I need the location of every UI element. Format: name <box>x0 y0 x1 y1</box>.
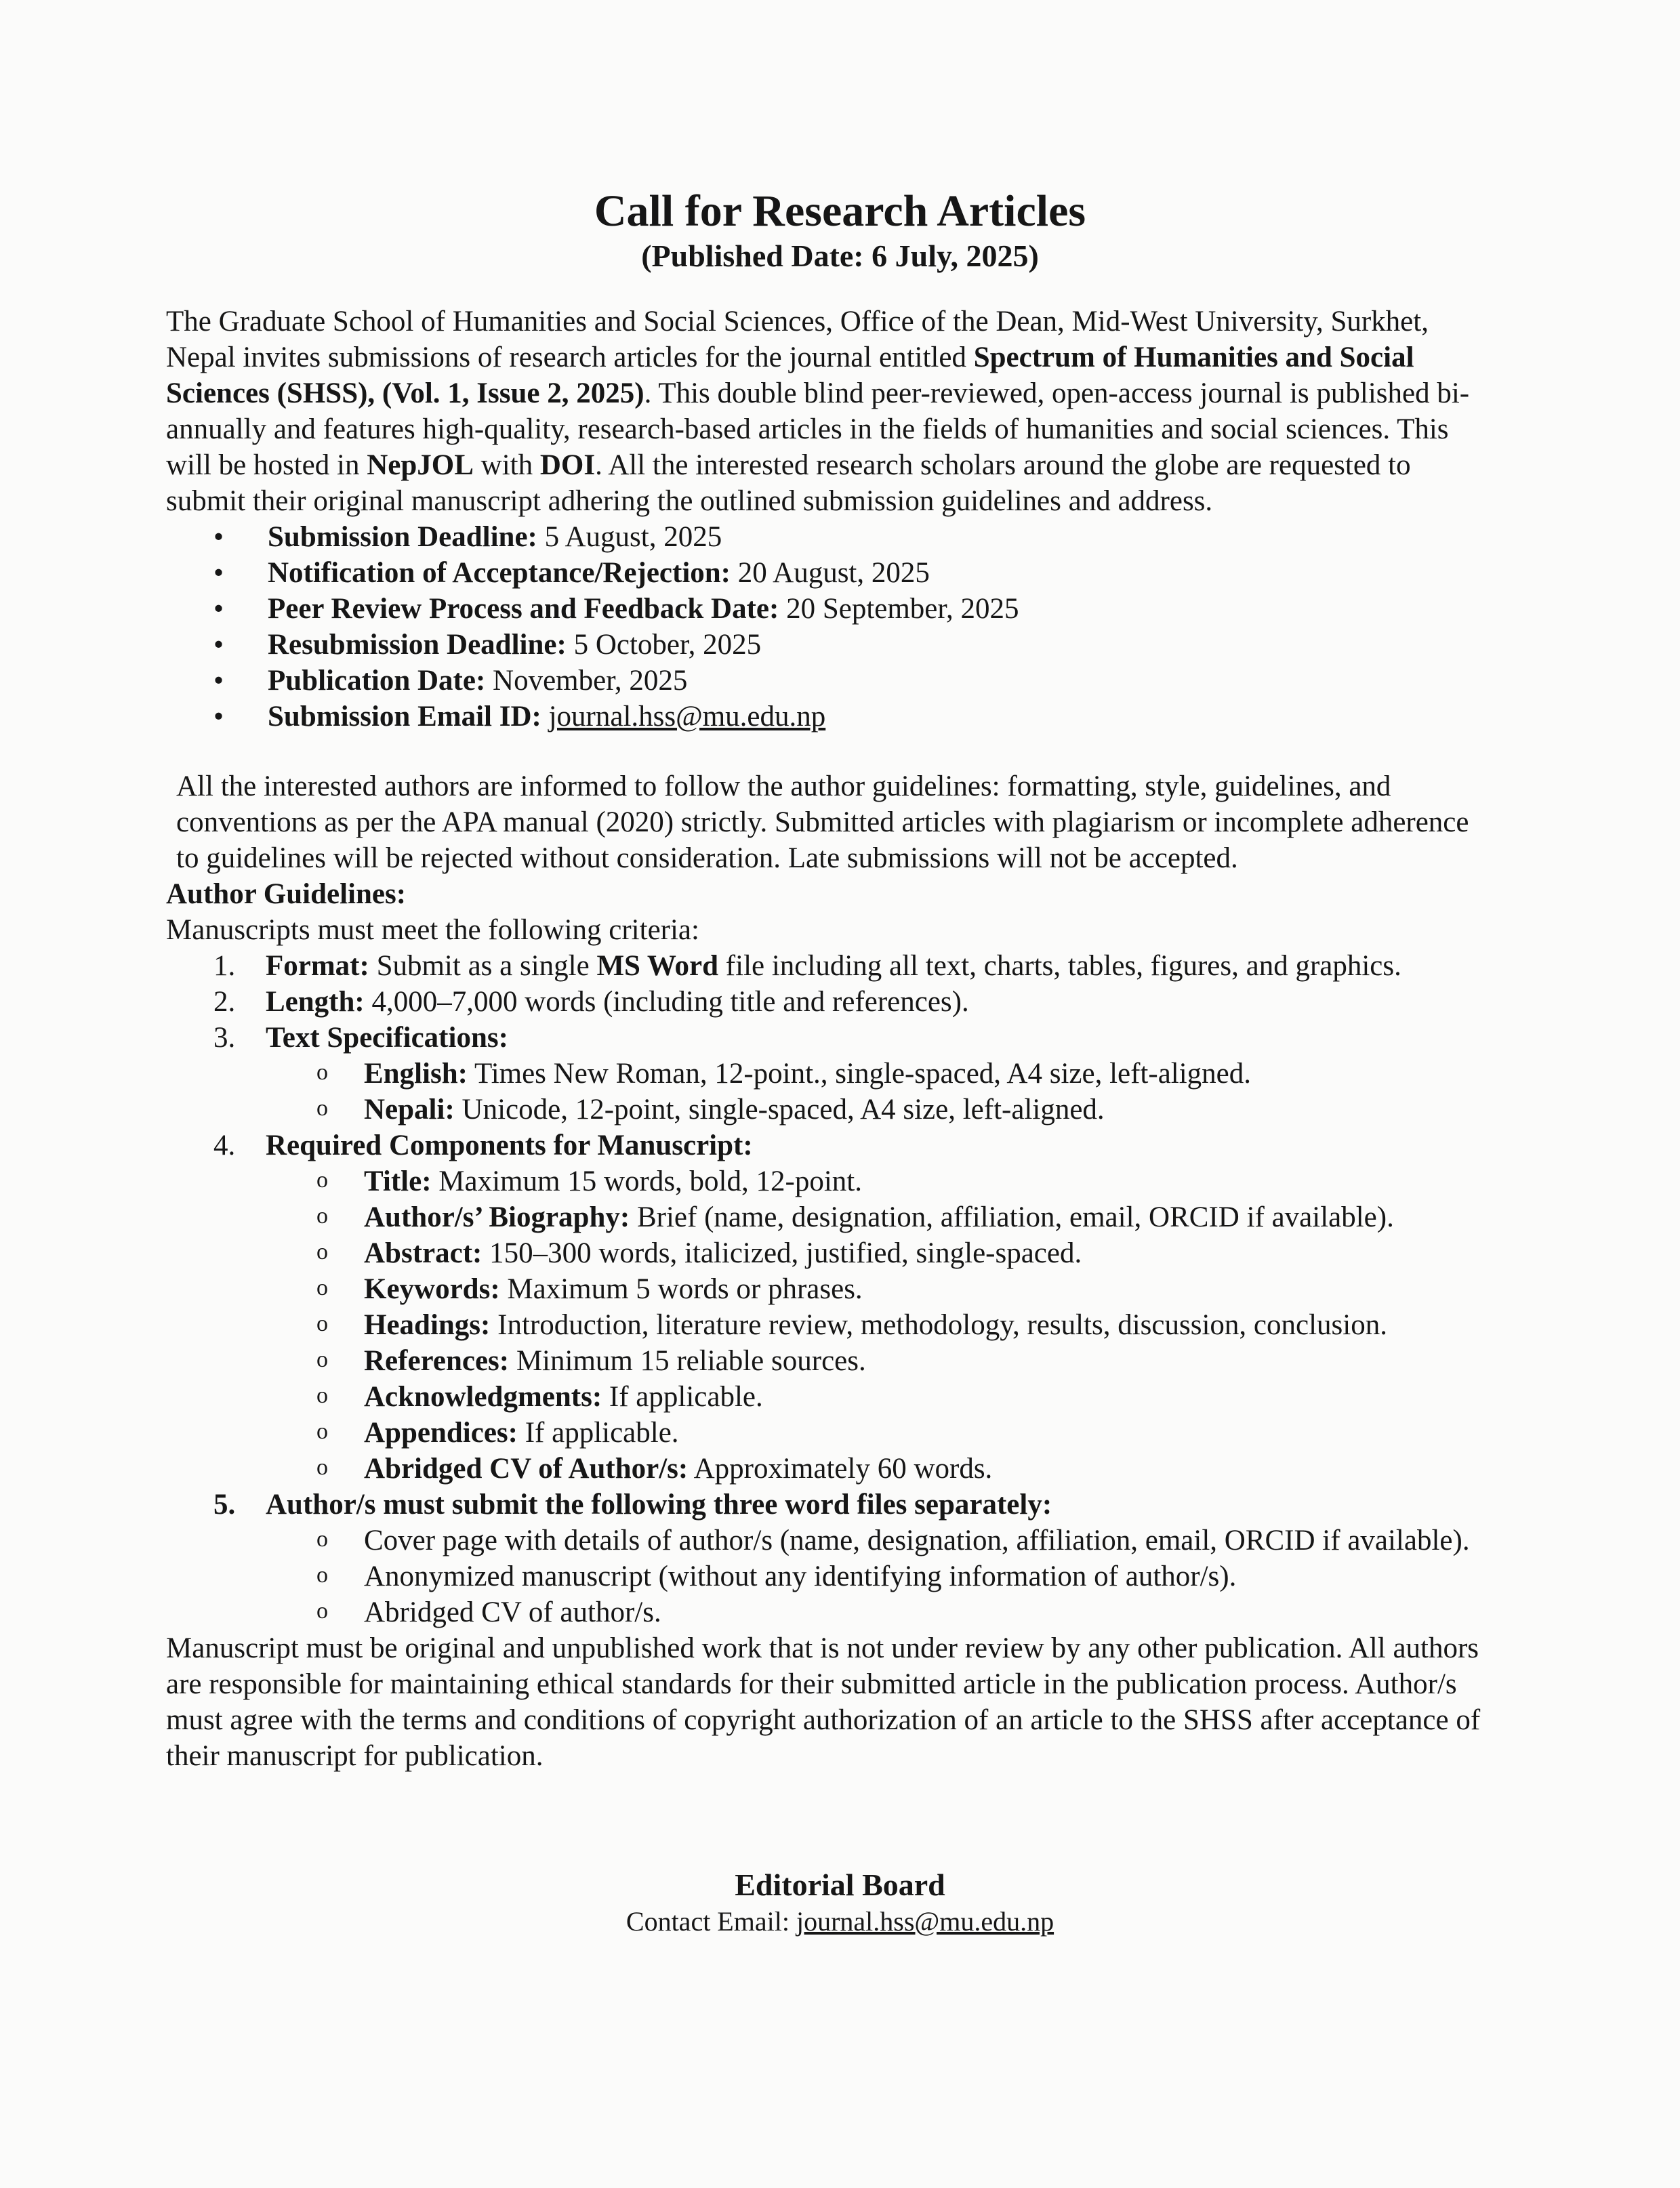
item-label: Required Components for Manuscript: <box>266 1130 753 1161</box>
list-item <box>166 1271 1494 1307</box>
list-item <box>166 1559 1494 1594</box>
sub-text: Introduction, literature review, methodology, results, discussion, conclusion. <box>490 1309 1387 1341</box>
list-item <box>166 1020 1494 1128</box>
sub-text: o Cover page with details of author/s (name, designation, affiliation, email, ORCID if available). <box>364 1525 1470 1556</box>
guidelines-lead: Manuscripts must meet the following criteria: <box>166 914 699 946</box>
published-date: (Published Date: 6 July, 2025) <box>641 239 1039 273</box>
closing-paragraph: Manuscript must be original and unpublished work that is not under review by any other publication. All authors are responsible for maintaining ethical standards for their submitted article in the publication process. Author/s must agree with the terms and conditions of copyright authorization of an article to the SHSS after acceptance of their manuscript for publication. <box>166 1632 1481 1772</box>
list-item <box>166 1199 1494 1235</box>
date-label: Publication Date: <box>268 665 486 697</box>
sub-text: Minimum 15 reliable sources. <box>509 1345 866 1377</box>
intro-paragraph <box>166 304 1494 519</box>
contact-line <box>0 1905 1680 1939</box>
intro-text-1: The Graduate School of Humanities and Social Sciences, Office of the Dean, Mid-West University, Surkhet, Nepal invites submissions of research articles for the journal entitled <box>166 306 1429 373</box>
date-label: Peer Review Process and Feedback Date: <box>268 593 779 625</box>
notice-paragraph: All the interested authors are informed to follow the author guidelines: formatting, style, guidelines, and conventions as per the APA manual (2020) strictly. Submitted articles with plagiarism or incomplete adherence to guidelines will be rejected without consideration. Late submissions will not be accepted. <box>176 770 1469 874</box>
item-label: Author/s must submit the following three word files separately: <box>266 1489 1052 1521</box>
sub-text: Maximum 5 words or phrases. <box>499 1273 863 1305</box>
list-item <box>166 1523 1494 1559</box>
list-item <box>166 1487 1494 1630</box>
item-label: Length: <box>266 986 365 1018</box>
list-item <box>166 1056 1494 1092</box>
sub-list <box>266 1523 1494 1630</box>
sub-label: Abridged CV of Author/s: <box>364 1453 689 1485</box>
list-item <box>166 1163 1494 1199</box>
editorial-board-heading: Editorial Board <box>735 1867 945 1902</box>
date-value: November, 2025 <box>485 665 688 697</box>
item-text: 4,000–7,000 words (including title and references). <box>364 986 969 1018</box>
sub-text: If applicable. <box>517 1417 679 1449</box>
list-item <box>166 1451 1494 1487</box>
sub-label: Abstract: <box>364 1237 483 1269</box>
sub-text: Brief (name, designation, affiliation, email, ORCID if available). <box>630 1201 1394 1233</box>
sub-label: English: <box>364 1058 468 1090</box>
sub-text: 150–300 words, italicized, justified, single-spaced. <box>482 1237 1082 1269</box>
list-item <box>166 1594 1494 1630</box>
sub-label: Author/s’ Biography: <box>364 1201 630 1233</box>
list-item <box>166 984 1494 1020</box>
sub-list <box>266 1056 1494 1128</box>
item-number: 5. <box>213 1489 236 1521</box>
sub-label: References: <box>364 1345 510 1377</box>
doi-label: DOI <box>539 449 596 481</box>
intro-text-4: . All the interested research scholars around the globe are requested to submit their original manuscript adhering the outlined submission guidelines and address. <box>166 449 1411 517</box>
item-label: Text Specifications: <box>266 1022 508 1054</box>
sub-text: Unicode, 12-point, single-spaced, A4 size, left-aligned. <box>454 1094 1105 1126</box>
sub-label: Acknowledgments: <box>364 1381 602 1413</box>
list-item <box>166 555 1494 591</box>
intro-text-3: with <box>473 449 540 481</box>
item-label: Format: <box>266 950 369 982</box>
sub-text: Times New Roman, 12-point., single-spaced, A4 size, left-aligned. <box>467 1058 1252 1090</box>
intro-text-2: . This double blind peer-reviewed, open-access journal is published bi-annually and features high-quality, research-based articles in the fields of humanities and social sciences. This will be hosted in <box>166 377 1470 481</box>
list-item <box>166 627 1494 663</box>
sub-text: o Abridged CV of author/s. <box>364 1596 661 1628</box>
list-item <box>166 1343 1494 1379</box>
submission-email-link[interactable]: journal.hss@mu.edu.np <box>548 701 826 732</box>
sub-label: Keywords: <box>364 1273 500 1305</box>
sub-text: Maximum 15 words, bold, 12-point. <box>431 1165 862 1197</box>
sub-label: Headings: <box>364 1309 491 1341</box>
list-item <box>166 591 1494 627</box>
nepjol-label: NepJOL <box>367 449 474 481</box>
item-number: 2. <box>213 986 236 1018</box>
document-body <box>166 304 1494 1774</box>
list-item <box>166 1415 1494 1451</box>
item-text: Submit as a single <box>369 950 597 982</box>
sub-text: If applicable. <box>602 1381 763 1413</box>
author-guidelines-heading: Author Guidelines: <box>166 878 407 910</box>
date-label: Resubmission Deadline: <box>268 629 567 661</box>
date-value: 20 August, 2025 <box>731 557 930 589</box>
list-item <box>166 1092 1494 1128</box>
sub-label: Appendices: <box>364 1417 518 1449</box>
list-item <box>166 1307 1494 1343</box>
date-label: Submission Email ID: <box>268 701 541 732</box>
list-item <box>166 948 1494 984</box>
item-number: 4. <box>213 1130 236 1161</box>
dates-list <box>166 519 1494 735</box>
item-text: file including all text, charts, tables, figures, and graphics. <box>718 950 1401 982</box>
sub-label: Title: <box>364 1165 432 1197</box>
date-value: 5 August, 2025 <box>537 521 722 553</box>
journal-name: Spectrum of Humanities and Social Sciences (SHSS), (Vol. 1, Issue 2, 2025) <box>166 342 1414 409</box>
date-label: Submission Deadline: <box>268 521 537 553</box>
page-title: Call for Research Articles <box>594 186 1086 236</box>
contact-email-link[interactable]: journal.hss@mu.edu.np <box>796 1906 1054 1937</box>
list-item <box>166 519 1494 555</box>
item-number: 1. <box>213 950 236 982</box>
date-value: 5 October, 2025 <box>566 629 762 661</box>
sub-label: Nepali: <box>364 1094 455 1126</box>
guidelines-list <box>166 948 1494 1630</box>
item-number: 3. <box>213 1022 236 1054</box>
date-label: Notification of Acceptance/Rejection: <box>268 557 731 589</box>
contact-label: Contact Email: <box>626 1906 790 1937</box>
list-item <box>166 1235 1494 1271</box>
list-item <box>166 663 1494 699</box>
date-value: 20 September, 2025 <box>779 593 1019 625</box>
list-item <box>166 1128 1494 1487</box>
sub-text: Approximately 60 words. <box>688 1453 993 1485</box>
list-item <box>166 699 1494 735</box>
list-item <box>166 1379 1494 1415</box>
sub-list <box>266 1163 1494 1487</box>
sub-text: o Anonymized manuscript (without any identifying information of author/s). <box>364 1561 1237 1592</box>
msword-label: MS Word <box>596 950 719 982</box>
